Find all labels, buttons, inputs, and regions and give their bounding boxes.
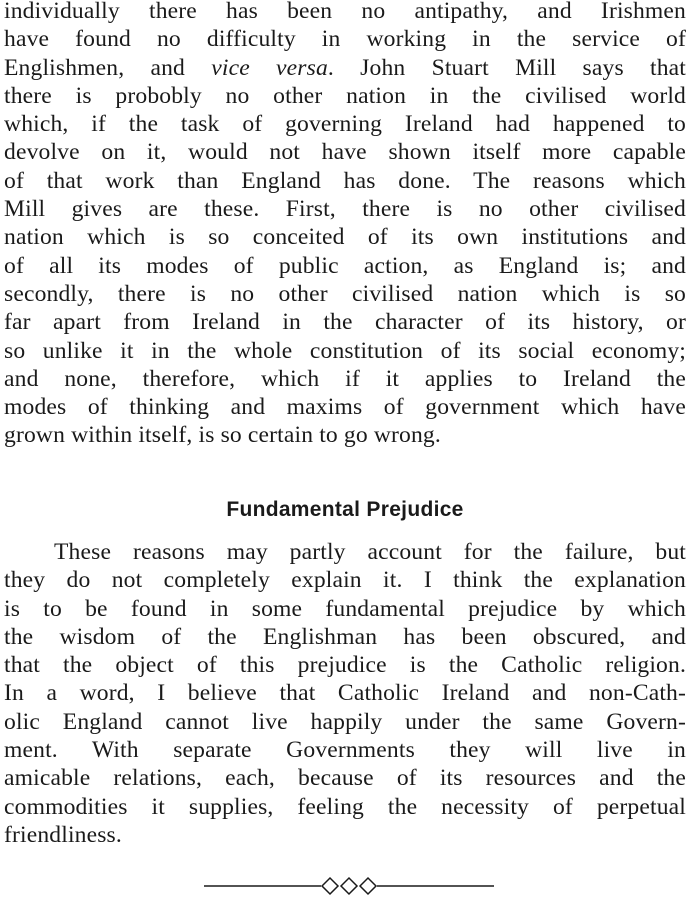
text-line: and none, therefore, which if it applies to Ireland the — [4, 365, 686, 392]
section-heading: Fundamental Prejudice — [226, 498, 464, 521]
text-line: modes of thinking and maxims of government which have — [4, 394, 686, 421]
text-line: of all its modes of public action, as England is; and — [4, 252, 686, 279]
paragraph-2 — [4, 538, 686, 849]
text-line: grown within itself, is so certain to go wrong. — [4, 422, 441, 449]
text-line — [4, 54, 686, 82]
text-line: the wisdom of the Englishman has been obscured, and — [4, 623, 686, 650]
italic-phrase: vice versa — [211, 54, 328, 81]
text-line: which, if the task of governing Ireland had happened to — [4, 111, 686, 138]
text-span: Englishmen, and — [4, 54, 212, 81]
text-line: Mill gives are these. First, there is no other civilised — [4, 196, 686, 223]
text-line: olic England cannot live happily under the same Govern- — [4, 708, 686, 735]
text-line: In a word, I believe that Catholic Ireland and non-Cath- — [4, 680, 686, 707]
text-line: have found no difficulty in working in the service of — [4, 26, 686, 53]
text-line: amicable relations, each, because of its resources and the — [4, 765, 686, 792]
text-line: there is probobly no other nation in the civilised world — [4, 82, 686, 109]
text-line: so unlike it in the whole constitution of its social economy; — [4, 337, 686, 364]
text-line: These reasons may partly account for the failure, but — [54, 539, 686, 565]
paragraph-1 — [4, 0, 686, 450]
text-span: . John Stuart Mill says that — [327, 54, 686, 81]
diamond-rule-ornament-icon — [204, 876, 494, 896]
text-line: ment. With separate Governments they will live in — [4, 737, 686, 764]
text-line: they do not completely explain it. I think the explanation — [4, 567, 686, 594]
text-line: individually there has been no antipathy, and Irishmen — [4, 0, 686, 24]
text-line: far apart from Ireland in the character of its history, or — [4, 309, 686, 336]
text-line: nation which is so conceited of its own institutions and — [4, 224, 686, 251]
text-line: is to be found in some fundamental prejudice by which — [4, 595, 686, 622]
text-line: secondly, there is no other civilised nation which is so — [4, 280, 686, 307]
text-line: commodities it supplies, feeling the necessity of perpetual — [4, 793, 686, 820]
text-line: friendliness. — [4, 821, 122, 848]
text-line: that the object of this prejudice is the Catholic religion. — [4, 652, 686, 679]
text-line: devolve on it, would not have shown itself more capable — [4, 139, 686, 166]
text-line: of that work than England has done. The reasons which — [4, 167, 686, 194]
